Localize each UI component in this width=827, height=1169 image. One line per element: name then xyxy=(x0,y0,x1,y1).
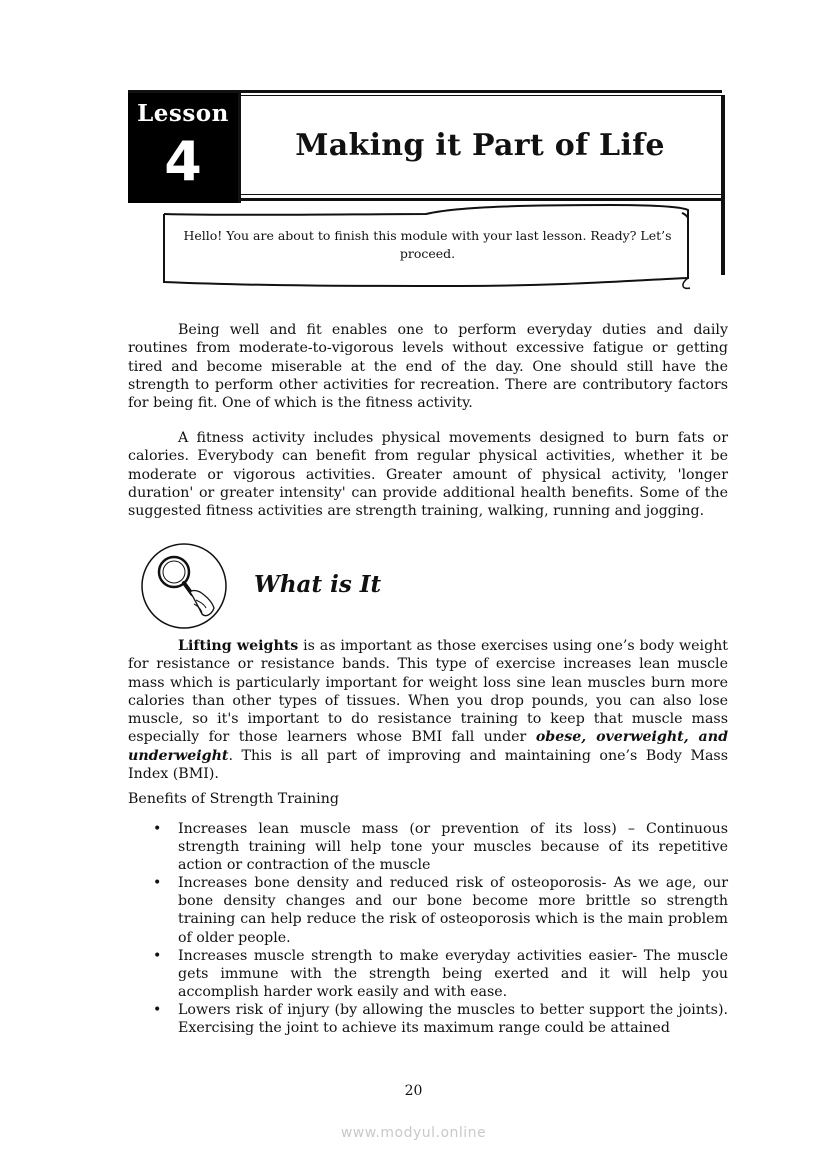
bullet-icon: • xyxy=(153,875,162,892)
benefits-heading: Benefits of Strength Training xyxy=(128,791,339,807)
watermark: www.modyul.online xyxy=(340,1125,487,1141)
intro-paragraph-1: Being well and fit enables one to perform everyday duties and daily routines from moderate-to-vigorous levels without excessive fatigue or getting tired and become miserable at the end of the day. One should still have the strength to perform other activities for recreation. There are contributory factors for being fit. One of which is the fitness activity. xyxy=(128,322,728,412)
list-item: • Lowers risk of injury (by allowing the muscles to better support the joints). Exercising the joint to achieve its maximum range could be attained xyxy=(153,1001,728,1037)
bmi-categories-emphasis: obese, overweight, and underweight xyxy=(128,729,728,764)
intro-paragraph-2: A fitness activity includes physical movements designed to burn fats or calories. Everybody can benefit from regular physical activities, whether it be moderate or vigorous activities. Greater amount of physical activity, 'longer duration' or greater intensity' can provide additional health benefits. Some of the suggested fitness activities are strength training, walking, running and jogging. xyxy=(128,430,728,520)
lesson-label: Lesson xyxy=(137,100,229,127)
bullet-icon: • xyxy=(153,821,162,837)
header-separator xyxy=(238,93,241,203)
bullet-icon: • xyxy=(153,1001,162,1018)
lifting-weights-term: Lifting weights xyxy=(178,638,299,654)
what-is-it-title: What is It xyxy=(254,571,382,598)
benefits-list xyxy=(128,820,728,1037)
lesson-number: 4 xyxy=(164,130,202,193)
lesson-title: Making it Part of Life xyxy=(295,128,665,163)
list-item: • Increases lean muscle mass (or prevention of its loss) – Continuous strength training will help tone your muscles because of its repetitive action or contraction of the muscle xyxy=(153,821,728,874)
list-item: • Increases muscle strength to make everyday activities easier- The muscle gets immune with the strength being exerted and it will help you accomplish harder work easily and with ease. xyxy=(153,947,728,1000)
lesson-badge xyxy=(128,93,238,203)
list-item: • Increases bone density and reduced risk of osteoporosis- As we age, our bone density changes and our bone become more brittle so strength training can help reduce the risk of osteoporosis which is the main problem of older people. xyxy=(153,875,728,946)
header-side-bar xyxy=(721,95,725,275)
what-is-it-paragraph: Lifting weights is as important as those exercises using one’s body weight for resistance or resistance bands. This type of exercise increases lean muscle mass which is particularly important for weight loss sine lean muscles burn more calories than other types of tissues. When you drop pounds, you can also lose muscle, so it's important to do resistance training to keep that muscle mass especially for those learners whose BMI fall under obese, overweight, and underweight. This is all part of improving and maintaining one’s Body Mass Index (BMI). xyxy=(128,638,729,783)
greeting-text: Hello! You are about to finish this module with your last lesson. Ready? Let’s proceed. xyxy=(183,228,672,261)
page-number: 20 xyxy=(404,1083,423,1099)
bullet-icon: • xyxy=(153,947,162,964)
magnifying-glass-hand-icon xyxy=(140,542,228,630)
